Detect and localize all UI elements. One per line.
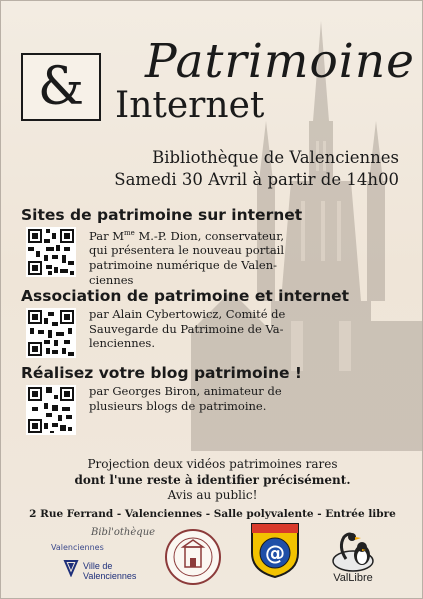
description-line: plusieurs blogs de patrimoine. xyxy=(89,398,267,413)
title-patrimoine: Patrimoine xyxy=(145,34,415,89)
section-description xyxy=(89,226,339,287)
title-internet: Internet xyxy=(115,85,265,126)
partner-logos xyxy=(1,523,423,593)
section-description xyxy=(89,307,339,351)
ampersand-glyph: & xyxy=(37,57,85,117)
notice-line: Avis au public! xyxy=(167,488,258,502)
description-line: Par $M^{me}$ M.-P. Dion, conservateur, xyxy=(89,228,285,243)
shield-glyph: @ xyxy=(265,541,285,565)
ville-line2: Valenciennes xyxy=(83,571,137,581)
section-association xyxy=(21,287,416,351)
penguin-swan-icon xyxy=(324,527,382,573)
description-line: qui présentera le nouveau portail xyxy=(89,243,285,258)
section-title: Association de patrimoine et internet xyxy=(21,287,350,305)
description-line: par Alain Cybertowicz, Comité de xyxy=(89,307,286,321)
description-line: ciennes xyxy=(89,272,134,287)
section-blog xyxy=(21,364,416,413)
section-description xyxy=(89,384,339,413)
qr-code-icon[interactable] xyxy=(26,385,76,435)
vallibre-label: ValLibre xyxy=(333,572,373,584)
venue-block xyxy=(114,147,399,191)
description-line: par Georges Biron, animateur de xyxy=(89,384,282,398)
comite-sauvegarde-stamp-logo[interactable] xyxy=(163,527,223,587)
ampersand-box xyxy=(21,53,101,121)
venue-library: Bibliothèque de Valenciennes xyxy=(152,148,399,167)
ville-line1: Ville de xyxy=(83,561,113,571)
notice-line: Projection deux vidéos patrimoines rares xyxy=(87,457,338,471)
section-title: Sites de patrimoine sur internet xyxy=(21,206,303,224)
bibliotheque-script: Bibl'othèque xyxy=(91,527,156,538)
section-title: Réalisez votre blog patrimoine ! xyxy=(21,364,302,382)
notice-line-bold: dont l'une reste à identifier précisément. xyxy=(74,472,351,487)
venue-date: Samedi 30 Avril à partir de 14h00 xyxy=(114,170,399,189)
address-line: 2 Rue Ferrand - Valenciennes - Salle polyvalente - Entrée libre xyxy=(29,508,396,520)
ville-emblem-icon xyxy=(63,559,79,577)
bibliotheque-logo[interactable] xyxy=(51,527,156,583)
description-line: lenciennes. xyxy=(89,336,155,351)
vallibre-logo[interactable] xyxy=(324,527,382,589)
bibliotheque-city: Valenciennes xyxy=(51,543,104,552)
projection-notice xyxy=(1,457,423,504)
description-line: Sauvegarde du Patrimoine de Va- xyxy=(89,321,284,336)
qr-code-icon[interactable] xyxy=(26,227,76,277)
section-sites-patrimoine xyxy=(21,206,416,287)
at-sign-shield-logo[interactable] xyxy=(249,521,301,579)
description-line: patrimoine numérique de Valen- xyxy=(89,258,278,273)
qr-code-icon[interactable] xyxy=(26,308,76,358)
